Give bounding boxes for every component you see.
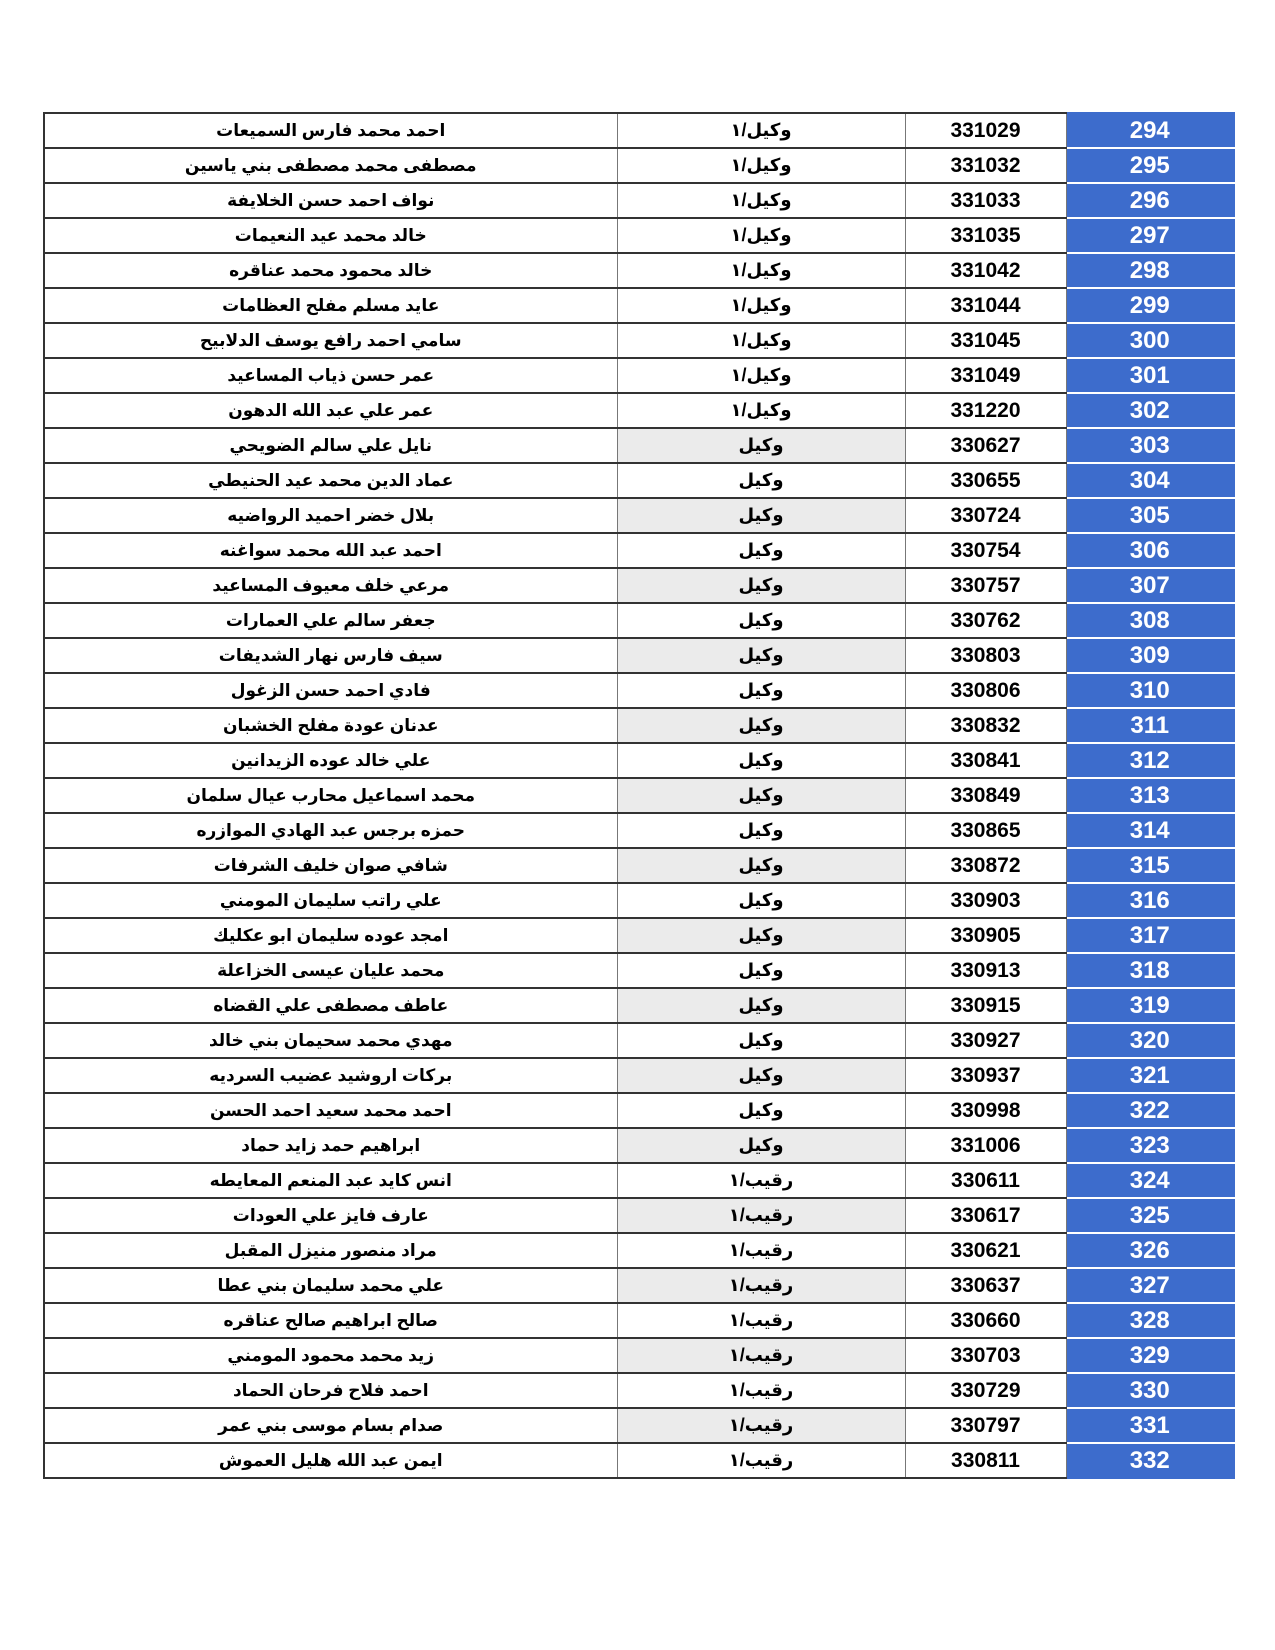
military-number-cell: 330937 (905, 1058, 1066, 1093)
rank-cell: وكيل (617, 463, 905, 498)
name-cell: مصطفى محمد مصطفى بني ياسين (44, 148, 617, 183)
name-cell: بلال خضر احميد الرواضيه (44, 498, 617, 533)
military-number-cell: 330637 (905, 1268, 1066, 1303)
sequence-number-cell: 320 (1066, 1023, 1234, 1058)
sequence-number-cell: 327 (1066, 1268, 1234, 1303)
name-cell: علي راتب سليمان المومني (44, 883, 617, 918)
table-row (44, 988, 1234, 1023)
military-number-cell: 330811 (905, 1443, 1066, 1478)
rank-cell: رقيب/١ (617, 1338, 905, 1373)
rank-cell: وكيل/١ (617, 323, 905, 358)
table-row (44, 113, 1234, 148)
rank-cell: رقيب/١ (617, 1198, 905, 1233)
military-number-cell: 330903 (905, 883, 1066, 918)
sequence-number-cell: 297 (1066, 218, 1234, 253)
name-cell: مرعي خلف معيوف المساعيد (44, 568, 617, 603)
military-number-cell: 331049 (905, 358, 1066, 393)
table-row (44, 848, 1234, 883)
military-number-cell: 330729 (905, 1373, 1066, 1408)
military-number-cell: 331044 (905, 288, 1066, 323)
table-row (44, 1128, 1234, 1163)
table-row (44, 1408, 1234, 1443)
name-cell: عمر حسن ذياب المساعيد (44, 358, 617, 393)
table-row (44, 1303, 1234, 1338)
table-row (44, 393, 1234, 428)
sequence-number-cell: 330 (1066, 1373, 1234, 1408)
sequence-number-cell: 312 (1066, 743, 1234, 778)
table-row (44, 463, 1234, 498)
table-row (44, 1163, 1234, 1198)
rank-cell: وكيل/١ (617, 218, 905, 253)
table-row (44, 568, 1234, 603)
sequence-number-cell: 318 (1066, 953, 1234, 988)
military-number-cell: 330797 (905, 1408, 1066, 1443)
name-cell: عماد الدين محمد عيد الحنيطي (44, 463, 617, 498)
sequence-number-cell: 319 (1066, 988, 1234, 1023)
rank-cell: رقيب/١ (617, 1268, 905, 1303)
military-number-cell: 330655 (905, 463, 1066, 498)
sequence-number-cell: 329 (1066, 1338, 1234, 1373)
rank-cell: وكيل (617, 498, 905, 533)
name-cell: عايد مسلم مفلح العظامات (44, 288, 617, 323)
military-number-cell: 331045 (905, 323, 1066, 358)
table-row (44, 1198, 1234, 1233)
table-row (44, 673, 1234, 708)
military-number-cell: 331033 (905, 183, 1066, 218)
sequence-number-cell: 311 (1066, 708, 1234, 743)
rank-cell: وكيل/١ (617, 288, 905, 323)
sequence-number-cell: 305 (1066, 498, 1234, 533)
sequence-number-cell: 306 (1066, 533, 1234, 568)
military-number-cell: 330865 (905, 813, 1066, 848)
sequence-number-cell: 314 (1066, 813, 1234, 848)
sequence-number-cell: 326 (1066, 1233, 1234, 1268)
table-row (44, 1058, 1234, 1093)
table-row (44, 813, 1234, 848)
table-row (44, 323, 1234, 358)
sequence-number-cell: 300 (1066, 323, 1234, 358)
military-number-cell: 330660 (905, 1303, 1066, 1338)
sequence-number-cell: 299 (1066, 288, 1234, 323)
name-cell: ابراهيم حمد زايد حماد (44, 1128, 617, 1163)
sequence-number-cell: 302 (1066, 393, 1234, 428)
table-row (44, 148, 1234, 183)
military-number-cell: 330927 (905, 1023, 1066, 1058)
sequence-number-cell: 324 (1066, 1163, 1234, 1198)
name-cell: انس كايد عبد المنعم المعايطه (44, 1163, 617, 1198)
rank-cell: وكيل (617, 533, 905, 568)
military-number-cell: 330803 (905, 638, 1066, 673)
table-row (44, 1338, 1234, 1373)
table-row (44, 253, 1234, 288)
name-cell: محمد اسماعيل محارب عيال سلمان (44, 778, 617, 813)
rank-cell: رقيب/١ (617, 1408, 905, 1443)
rank-cell: وكيل (617, 428, 905, 463)
name-cell: مهدي محمد سحيمان بني خالد (44, 1023, 617, 1058)
sequence-number-cell: 298 (1066, 253, 1234, 288)
military-number-cell: 331032 (905, 148, 1066, 183)
name-cell: ايمن عبد الله هليل العموش (44, 1443, 617, 1478)
rank-cell: وكيل (617, 1023, 905, 1058)
sequence-number-cell: 325 (1066, 1198, 1234, 1233)
rank-cell: وكيل (617, 813, 905, 848)
name-cell: شافي صوان خليف الشرفات (44, 848, 617, 883)
personnel-table (43, 112, 1235, 1479)
name-cell: حمزه برجس عبد الهادي الموازره (44, 813, 617, 848)
table-row (44, 778, 1234, 813)
table-row (44, 883, 1234, 918)
table-row (44, 953, 1234, 988)
table-row (44, 743, 1234, 778)
name-cell: احمد فلاح فرحان الحماد (44, 1373, 617, 1408)
rank-cell: وكيل/١ (617, 358, 905, 393)
military-number-cell: 330762 (905, 603, 1066, 638)
rank-cell: وكيل (617, 988, 905, 1023)
rank-cell: رقيب/١ (617, 1233, 905, 1268)
rank-cell: وكيل (617, 918, 905, 953)
name-cell: عدنان عودة مفلح الخشبان (44, 708, 617, 743)
name-cell: نواف احمد حسن الخلايفة (44, 183, 617, 218)
rank-cell: وكيل (617, 1058, 905, 1093)
sequence-number-cell: 331 (1066, 1408, 1234, 1443)
military-number-cell: 330611 (905, 1163, 1066, 1198)
rank-cell: وكيل (617, 1093, 905, 1128)
name-cell: عمر علي عبد الله الدهون (44, 393, 617, 428)
table-row (44, 288, 1234, 323)
military-number-cell: 330832 (905, 708, 1066, 743)
military-number-cell: 330806 (905, 673, 1066, 708)
military-number-cell: 331220 (905, 393, 1066, 428)
sequence-number-cell: 307 (1066, 568, 1234, 603)
table-row (44, 918, 1234, 953)
sequence-number-cell: 294 (1066, 113, 1234, 148)
name-cell: صالح ابراهيم صالح عناقره (44, 1303, 617, 1338)
sequence-number-cell: 310 (1066, 673, 1234, 708)
military-number-cell: 330621 (905, 1233, 1066, 1268)
name-cell: عارف فايز علي العودات (44, 1198, 617, 1233)
name-cell: فادي احمد حسن الزغول (44, 673, 617, 708)
military-number-cell: 331029 (905, 113, 1066, 148)
military-number-cell: 330913 (905, 953, 1066, 988)
table-body (44, 113, 1234, 1478)
table-row (44, 1023, 1234, 1058)
rank-cell: وكيل/١ (617, 148, 905, 183)
table-row (44, 1373, 1234, 1408)
rank-cell: وكيل/١ (617, 183, 905, 218)
military-number-cell: 330849 (905, 778, 1066, 813)
table-row (44, 1443, 1234, 1478)
rank-cell: رقيب/١ (617, 1163, 905, 1198)
name-cell: مراد منصور منيزل المقبل (44, 1233, 617, 1268)
military-number-cell: 330905 (905, 918, 1066, 953)
table-row (44, 533, 1234, 568)
rank-cell: رقيب/١ (617, 1443, 905, 1478)
name-cell: بركات اروشيد عضيب السرديه (44, 1058, 617, 1093)
military-number-cell: 330998 (905, 1093, 1066, 1128)
sequence-number-cell: 328 (1066, 1303, 1234, 1338)
military-number-cell: 330627 (905, 428, 1066, 463)
sequence-number-cell: 317 (1066, 918, 1234, 953)
name-cell: سيف فارس نهار الشديفات (44, 638, 617, 673)
table-row (44, 183, 1234, 218)
table-row (44, 1268, 1234, 1303)
table-row (44, 218, 1234, 253)
rank-cell: وكيل (617, 603, 905, 638)
name-cell: سامي احمد رافع يوسف الدلابيح (44, 323, 617, 358)
rank-cell: وكيل (617, 638, 905, 673)
table-row (44, 638, 1234, 673)
military-number-cell: 330872 (905, 848, 1066, 883)
sequence-number-cell: 308 (1066, 603, 1234, 638)
name-cell: خالد محمود محمد عناقره (44, 253, 617, 288)
table-row (44, 708, 1234, 743)
name-cell: علي محمد سليمان بني عطا (44, 1268, 617, 1303)
rank-cell: وكيل/١ (617, 253, 905, 288)
rank-cell: وكيل (617, 708, 905, 743)
military-number-cell: 331042 (905, 253, 1066, 288)
name-cell: صدام بسام موسى بني عمر (44, 1408, 617, 1443)
military-number-cell: 330841 (905, 743, 1066, 778)
sequence-number-cell: 313 (1066, 778, 1234, 813)
sequence-number-cell: 332 (1066, 1443, 1234, 1478)
sequence-number-cell: 296 (1066, 183, 1234, 218)
name-cell: احمد محمد سعيد احمد الحسن (44, 1093, 617, 1128)
sequence-number-cell: 323 (1066, 1128, 1234, 1163)
name-cell: خالد محمد عيد النعيمات (44, 218, 617, 253)
rank-cell: وكيل (617, 743, 905, 778)
sequence-number-cell: 316 (1066, 883, 1234, 918)
rank-cell: رقيب/١ (617, 1303, 905, 1338)
name-cell: احمد عبد الله محمد سواغنه (44, 533, 617, 568)
rank-cell: وكيل (617, 673, 905, 708)
name-cell: عاطف مصطفى علي القضاه (44, 988, 617, 1023)
name-cell: محمد عليان عيسى الخزاعلة (44, 953, 617, 988)
military-number-cell: 331035 (905, 218, 1066, 253)
name-cell: علي خالد عوده الزيدانين (44, 743, 617, 778)
rank-cell: وكيل (617, 848, 905, 883)
sequence-number-cell: 301 (1066, 358, 1234, 393)
sequence-number-cell: 322 (1066, 1093, 1234, 1128)
sequence-number-cell: 321 (1066, 1058, 1234, 1093)
military-number-cell: 330617 (905, 1198, 1066, 1233)
table-row (44, 1093, 1234, 1128)
rank-cell: وكيل (617, 568, 905, 603)
sequence-number-cell: 309 (1066, 638, 1234, 673)
table-row (44, 428, 1234, 463)
rank-cell: وكيل (617, 883, 905, 918)
military-number-cell: 330915 (905, 988, 1066, 1023)
military-number-cell: 330724 (905, 498, 1066, 533)
rank-cell: وكيل (617, 1128, 905, 1163)
military-number-cell: 330757 (905, 568, 1066, 603)
rank-cell: رقيب/١ (617, 1373, 905, 1408)
military-number-cell: 331006 (905, 1128, 1066, 1163)
name-cell: احمد محمد فارس السميعات (44, 113, 617, 148)
sequence-number-cell: 303 (1066, 428, 1234, 463)
rank-cell: وكيل/١ (617, 393, 905, 428)
table-row (44, 358, 1234, 393)
military-number-cell: 330754 (905, 533, 1066, 568)
rank-cell: وكيل (617, 953, 905, 988)
name-cell: امجد عوده سليمان ابو عكليك (44, 918, 617, 953)
table-row (44, 603, 1234, 638)
name-cell: نايل علي سالم الضويحي (44, 428, 617, 463)
rank-cell: وكيل (617, 778, 905, 813)
sequence-number-cell: 315 (1066, 848, 1234, 883)
name-cell: زيد محمد محمود المومني (44, 1338, 617, 1373)
name-cell: جعفر سالم علي العمارات (44, 603, 617, 638)
military-number-cell: 330703 (905, 1338, 1066, 1373)
sequence-number-cell: 295 (1066, 148, 1234, 183)
rank-cell: وكيل/١ (617, 113, 905, 148)
table-row (44, 1233, 1234, 1268)
table-row (44, 498, 1234, 533)
sequence-number-cell: 304 (1066, 463, 1234, 498)
